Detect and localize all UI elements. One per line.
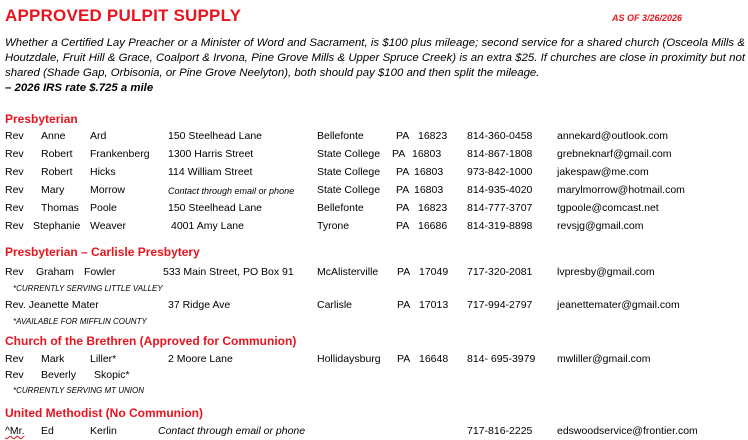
cell-first-name: Stephanie (33, 220, 81, 232)
cell-email[interactable]: lvpresby@gmail.com (557, 266, 655, 278)
cell-title: Rev (5, 202, 24, 214)
cell-title: Rev (5, 130, 24, 142)
cell-last-name: Poole (90, 202, 117, 214)
cell-title: Rev (5, 353, 24, 365)
cell-phone: 814-777-3707 (467, 202, 533, 214)
cell-last-name: Morrow (90, 184, 126, 196)
row-note: *AVAILABLE FOR MIFFLIN COUNTY (13, 317, 147, 326)
cell-phone: 717-320-2081 (467, 266, 533, 278)
cell-address: Contact through email or phone (168, 186, 295, 196)
cell-address: 114 William Street (168, 166, 253, 178)
cell-address: 150 Steelhead Lane (168, 202, 263, 214)
cell-city: State College (317, 148, 381, 160)
cell-phone: 814-935-4020 (467, 184, 533, 196)
cell-title: Rev (5, 266, 24, 278)
cell-city: Hollidaysburg (317, 353, 381, 365)
row-note: *CURRENTLY SERVING MT UNION (13, 386, 144, 395)
as-of-date: AS OF 3/26/2026 (612, 13, 683, 23)
cell-last-name: Weaver (90, 220, 126, 232)
cell-phone: 973-842-1000 (467, 166, 533, 178)
cell-address: 533 Main Street, PO Box 91 (163, 266, 294, 278)
cell-phone: 814-867-1808 (467, 148, 533, 160)
cell-first-name: Anne (41, 130, 66, 142)
cell-title: Rev (5, 220, 24, 232)
cell-first-name: Thomas (41, 202, 79, 214)
page-title: APPROVED PULPIT SUPPLY (5, 6, 242, 25)
cell-address: 1300 Harris Street (168, 148, 254, 160)
cell-city: Bellefonte (317, 202, 364, 214)
cell-state: PA (396, 130, 410, 142)
cell-state: PA (396, 184, 410, 196)
cell-last-name: Frankenberg (90, 148, 150, 160)
cell-address: 2 Moore Lane (168, 353, 233, 365)
cell-address: 4001 Amy Lane (171, 220, 244, 232)
cell-email[interactable]: revsjg@gmail.com (557, 220, 644, 232)
cell-first-name: Beverly (41, 369, 77, 381)
cell-phone: 814-319-8898 (467, 220, 533, 232)
irs-rate: 2026 IRS rate $.725 a mile (14, 82, 154, 94)
cell-state: PA (396, 166, 410, 178)
cell-city: McAlisterville (317, 266, 379, 278)
cell-email[interactable]: grebneknarf@gmail.com (557, 148, 672, 160)
cell-first-name: Ed (41, 425, 54, 437)
cell-zip: 16803 (414, 184, 444, 196)
cell-first-name: Mark (41, 353, 65, 365)
cell-first-name: Graham (36, 266, 74, 278)
section-title-carlisle-presbytery: Presbyterian – Carlisle Presbytery (5, 245, 200, 259)
cell-first-name: Robert (41, 148, 73, 160)
cell-city: Bellefonte (317, 130, 364, 142)
cell-email[interactable]: jakespaw@me.com (557, 166, 649, 178)
cell-state: PA (397, 266, 411, 278)
cell-last-name: Skopic* (94, 369, 130, 381)
cell-email[interactable]: annekard@outlook.com (557, 130, 669, 142)
cell-first-name: Mary (41, 184, 65, 196)
cell-zip: 17049 (419, 266, 449, 278)
cell-address: 150 Steelhead Lane (168, 130, 263, 142)
cell-email[interactable]: edswoodservice@frontier.com (557, 425, 698, 437)
cell-state: PA (396, 220, 410, 232)
row-note: *CURRENTLY SERVING LITTLE VALLEY (13, 284, 163, 293)
cell-state: PA (397, 353, 411, 365)
cell-title: Rev (5, 184, 24, 196)
cell-title: Rev (5, 369, 24, 381)
cell-zip: 17013 (419, 299, 449, 311)
cell-email[interactable]: tgpoole@comcast.net (557, 202, 659, 214)
cell-city: State College (317, 184, 381, 196)
cell-phone: 814-360-0458 (467, 130, 533, 142)
cell-title: ^Mr. (5, 425, 25, 437)
cell-title: Rev (5, 166, 24, 178)
section-title-church-of-the-brethren: Church of the Brethren (Approved for Communion) (5, 334, 297, 348)
section-title-united-methodist: United Methodist (No Communion) (5, 406, 203, 420)
cell-last-name: Hicks (90, 166, 116, 178)
cell-last-name: Liller* (90, 353, 117, 365)
cell-phone: 814- 695-3979 (467, 353, 536, 365)
cell-state: PA (396, 202, 410, 214)
cell-city: Carlisle (317, 299, 353, 311)
intro-text: Whether a Certified Lay Preacher or a Minister of Word and Sacrament, is $100 plus mileage; second service for a shared church (Osceola Mills & Houtzdale, Fruit Hill & Grace, Coalport & Irvona, Pine Grove Mills & Upper Spruce Creek) is an extra $25. If churches are close in proximity but not shared (Shade Gap, Orbisonia, or Pine Grove Neelyton), both should pay $100 and then split the mileage. (5, 37, 745, 79)
cell-name: Rev. Jeanette Mater (5, 299, 99, 311)
cell-last-name: Kerlin (90, 425, 117, 437)
cell-zip: 16803 (414, 166, 444, 178)
cell-address: 37 Ridge Ave (168, 299, 231, 311)
cell-zip: 16686 (418, 220, 448, 232)
cell-state: PA (392, 148, 406, 160)
cell-title: Rev (5, 148, 24, 160)
cell-zip: 16803 (412, 148, 442, 160)
cell-first-name: Robert (41, 166, 73, 178)
cell-city: Tyrone (317, 220, 350, 232)
cell-zip: 16823 (418, 202, 448, 214)
cell-address: Contact through email or phone (158, 425, 306, 437)
cell-last-name: Fowler (84, 266, 116, 278)
cell-email[interactable]: marylmorrow@hotmail.com (557, 184, 685, 196)
cell-phone: 717-994-2797 (467, 299, 533, 311)
intro-paragraph (5, 36, 745, 96)
cell-state: PA (397, 299, 411, 311)
irs-prefix: – (5, 82, 15, 94)
cell-last-name: Ard (90, 130, 107, 142)
section-title-presbyterian: Presbyterian (5, 112, 78, 126)
cell-city: State College (317, 166, 381, 178)
cell-zip: 16823 (418, 130, 448, 142)
cell-zip: 16648 (419, 353, 449, 365)
cell-email[interactable]: jeanettemater@gmail.com (557, 299, 680, 311)
cell-email[interactable]: mwliller@gmail.com (557, 353, 651, 365)
cell-phone: 717-816-2225 (467, 425, 533, 437)
